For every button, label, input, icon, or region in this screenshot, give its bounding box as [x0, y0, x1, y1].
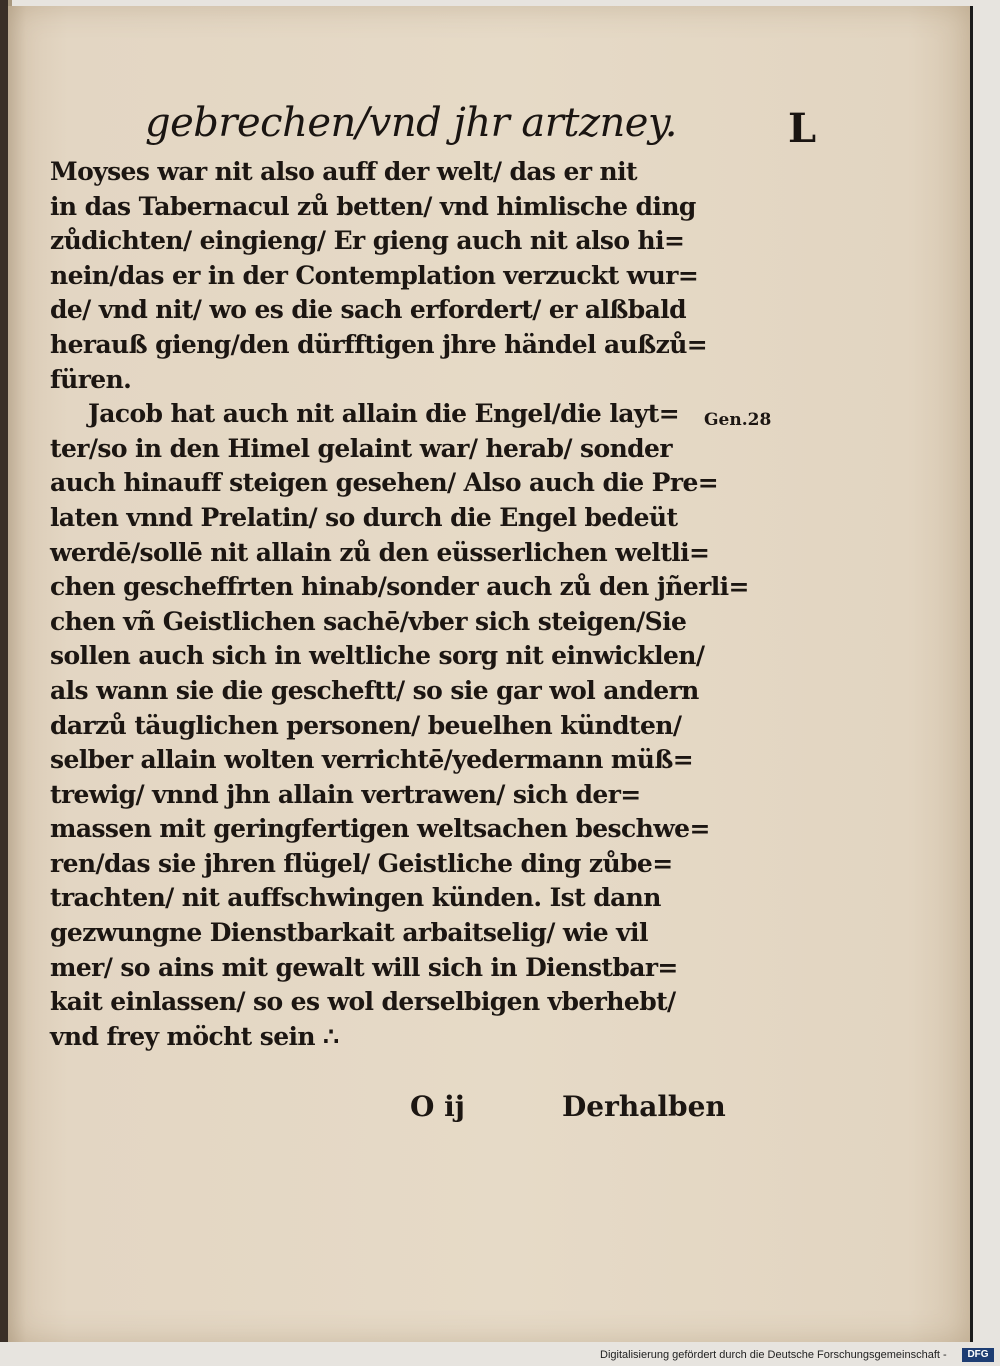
catchword: Derhalben	[562, 1090, 726, 1123]
text-line: laten vnnd Prelatin/ so durch die Engel bedeüt	[50, 502, 678, 532]
text-line: füren.	[50, 364, 132, 394]
text-line: in das Tabernacul zů betten/ vnd himlische ding	[50, 191, 696, 221]
text-line: chen vñ Geistlichen sachē/vber sich steigen/Sie	[50, 606, 687, 636]
text-line: werdē/sollē nit allain zů den eüsserlichen weltli=	[50, 537, 710, 567]
text-line: trewig/ vnnd jhn allain vertrawen/ sich der=	[50, 779, 641, 809]
text-line: de/ vnd nit/ wo es die sach erfordert/ er alßbald	[50, 295, 687, 325]
running-head: gebrechen/vnd jhr artzney.	[145, 100, 677, 146]
text-line: vnd frey möcht sein ∴	[50, 1021, 339, 1051]
text-line: darzů täuglichen personen/ beuelhen kündten/	[50, 710, 682, 740]
folio-number: L	[788, 105, 817, 152]
text-line: Moyses war nit also auff der welt/ das er nit	[50, 157, 637, 186]
text-line: ren/das sie jhren flügel/ Geistliche ding zůbe=	[50, 848, 673, 878]
text-line: trachten/ nit auffschwingen künden. Ist dann	[50, 883, 661, 913]
text-line: auch hinauff steigen gesehen/ Also auch die Pre=	[50, 468, 719, 498]
text-line: nein/das er in der Contemplation verzuckt wur=	[50, 260, 699, 290]
margin-reference: Gen.28	[704, 410, 772, 430]
book-spine	[0, 0, 8, 1342]
text-line: Jacob hat auch nit allain die Engel/die layt=	[88, 399, 680, 429]
text-line: kait einlassen/ so es wol derselbigen vberhebt/	[50, 987, 676, 1017]
text-line: selber allain wolten verrichtē/yedermann müß=	[50, 745, 694, 775]
text-line: herauß gieng/den dürfftigen jhre händel außzů=	[50, 329, 708, 359]
text-line: gezwungne Dienstbarkait arbaitselig/ wie vil	[50, 918, 648, 948]
signature-mark: O ij	[410, 1090, 465, 1123]
text-line: chen gescheffrten hinab/sonder auch zů den jñerli=	[50, 572, 749, 602]
text-line: mer/ so ains mit gewalt will sich in Dienstbar=	[50, 952, 678, 982]
text-line: zůdichten/ eingieng/ Er gieng auch nit also hi=	[50, 226, 685, 256]
text-line: massen mit geringfertigen weltsachen beschwe=	[50, 814, 710, 844]
text-line: als wann sie die gescheftt/ so sie gar wol andern	[50, 675, 699, 705]
digitization-credit: Digitalisierung gefördert durch die Deutsche Forschungsgemeinschaft -	[600, 1349, 947, 1361]
text-line: ter/so in den Himel gelaint war/ herab/ sonder	[50, 433, 672, 463]
text-line: sollen auch sich in weltliche sorg nit einwicklen/	[50, 641, 705, 671]
dfg-logo: DFG	[962, 1348, 994, 1362]
